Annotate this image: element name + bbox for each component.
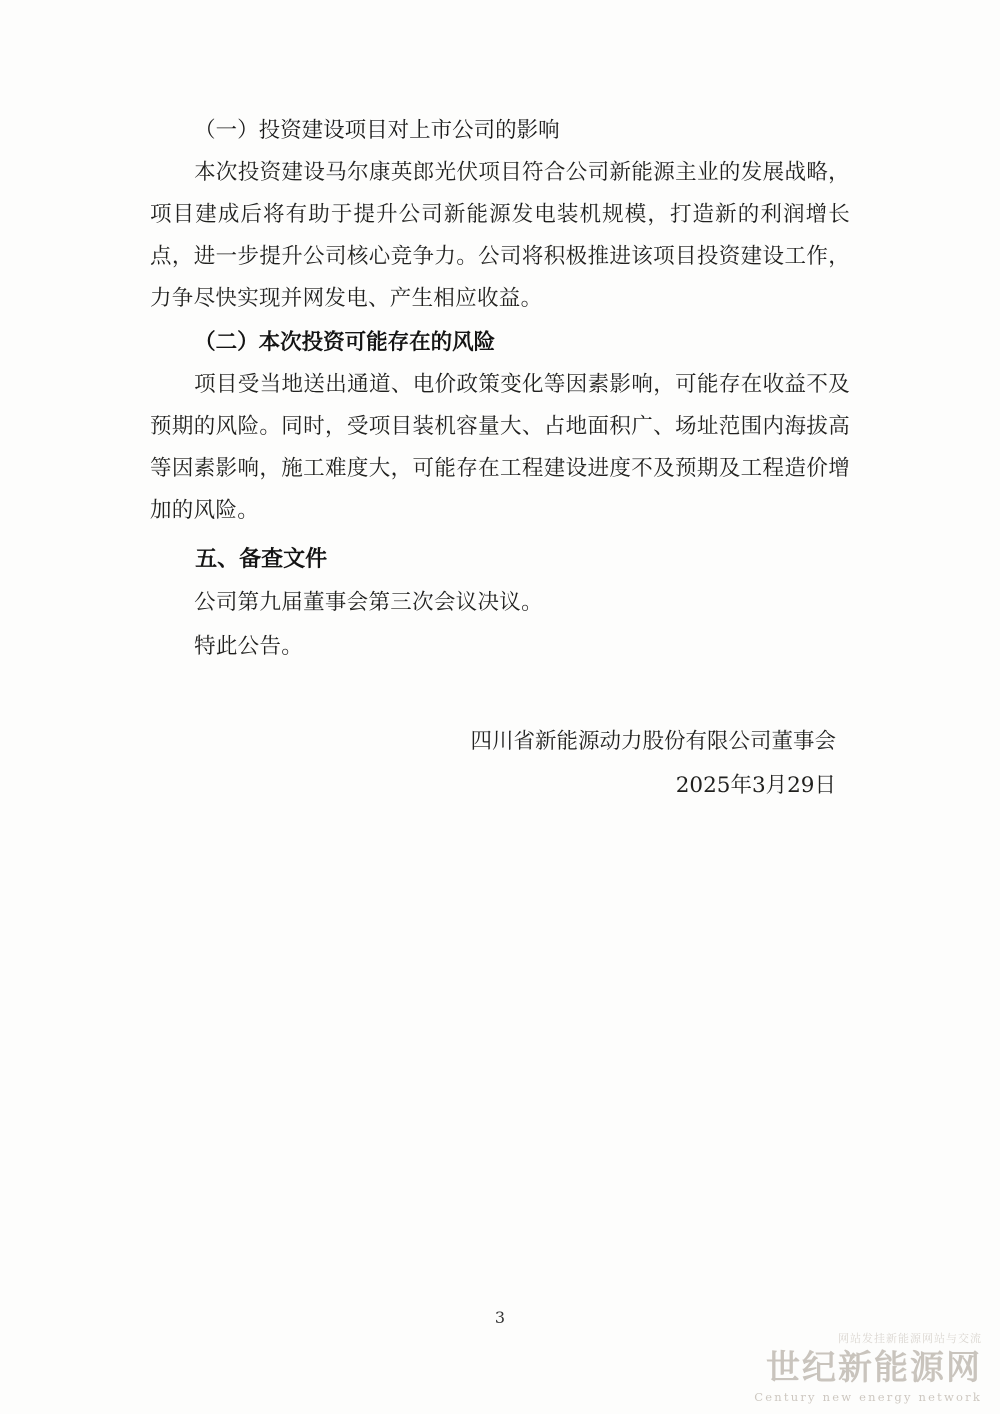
page-number: 3: [494, 1308, 506, 1327]
paragraph-announcement-note: 特此公告。: [194, 634, 304, 659]
watermark: [754, 1330, 982, 1404]
signature-block: [150, 720, 850, 808]
paragraph-impact: 本次投资建设马尔康英郎光伏项目符合公司新能源主业的发展战略，项目建成后将有助于提升公司新能源发电装机规模，打造新的利润增长点，进一步提升公司核心竞争力。公司将积极推进该项目投资建设工作，力争尽快实现并网发电、产生相应收益。: [150, 160, 850, 311]
signature-company: 四川省新能源动力股份有限公司董事会: [470, 729, 836, 754]
paragraph-risk: 项目受当地送出通道、电价政策变化等因素影响，可能存在收益不及预期的风险。同时，受项目装机容量大、占地面积广、场址范围内海拔高等因素影响，施工难度大，可能存在工程建设进度不及预期及工程造价增加的风险。: [150, 372, 850, 523]
document-body: [150, 110, 850, 808]
section-heading-documents: 五、备查文件: [195, 547, 328, 572]
watermark-sub-text: Century new energy network: [754, 1390, 982, 1404]
section-heading-impact: （一）投资建设项目对上市公司的影响: [194, 118, 560, 143]
section-heading-risk: （二）本次投资可能存在的风险: [194, 330, 496, 355]
watermark-main-text: 世纪新能源网: [766, 1347, 982, 1388]
watermark-faint-line: 网站发挂新能源网站与交流: [838, 1331, 982, 1345]
signature-date: 2025年3月29日: [675, 773, 836, 798]
paragraph-documents: 公司第九届董事会第三次会议决议。: [194, 590, 543, 615]
